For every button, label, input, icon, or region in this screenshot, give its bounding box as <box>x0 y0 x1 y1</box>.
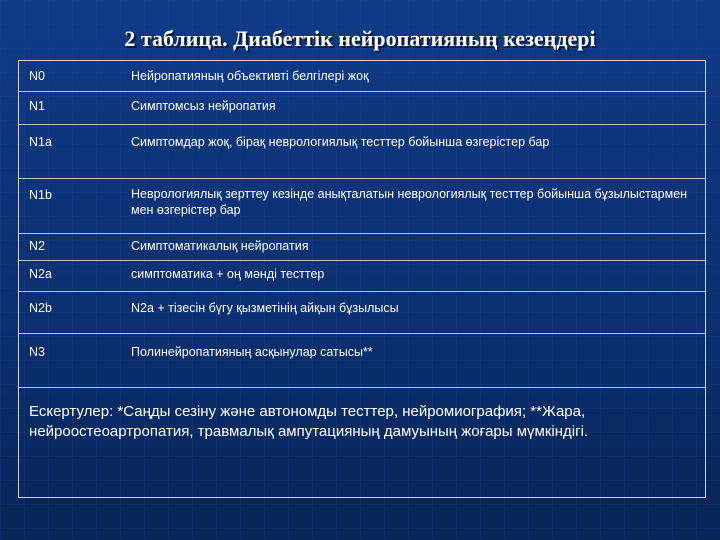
stage-code: N1a <box>29 135 52 149</box>
table-row <box>19 260 705 292</box>
table-row <box>19 291 705 334</box>
table-row <box>19 61 705 92</box>
stage-code: N0 <box>29 69 45 83</box>
stage-description: Полинейропатияның асқынулар сатысы** <box>131 345 373 359</box>
table-row <box>19 124 705 179</box>
table-note: Ескертулер: *Саңды сезіну және автономды тесттер, нейромиография; **Жара, нейроостеоартропатия, травмалық ампутацияның дамуының жоғары мүмкіндігі. <box>29 403 589 440</box>
stage-code: N2 <box>29 239 45 253</box>
stage-description: Симптоматикалық нейропатия <box>131 239 309 253</box>
table-row <box>19 333 705 388</box>
table-row <box>19 178 705 234</box>
stage-code: N2a <box>29 267 52 281</box>
stage-description: Нейропатияның объективті белгілері жоқ <box>131 69 369 83</box>
stages-table <box>18 60 706 498</box>
stage-code: N1b <box>29 188 52 202</box>
stage-code: N1 <box>29 99 45 113</box>
stage-description: Симптомсыз нейропатия <box>131 99 276 113</box>
stage-description: N2a + тізесін бүгу қызметінің айқын бұзылысы <box>131 301 399 315</box>
stage-description: Симптомдар жоқ, бірақ неврологиялық тесттер бойынша өзгерістер бар <box>131 135 550 149</box>
stage-description: симптоматика + оң мәнді тесттер <box>131 267 325 281</box>
table-row <box>19 233 705 261</box>
stage-code: N2b <box>29 301 52 315</box>
table-row <box>19 91 705 125</box>
page-title: 2 таблица. Диабеттік нейропатияның кезеңдері <box>124 26 596 51</box>
table-note-row <box>19 387 705 498</box>
stage-description: Неврологиялық зерттеу кезінде анықталатын неврологиялық тесттер бойынша бұзылыстармен мен өзгерістер бар <box>131 187 688 217</box>
stage-code: N3 <box>29 345 45 359</box>
